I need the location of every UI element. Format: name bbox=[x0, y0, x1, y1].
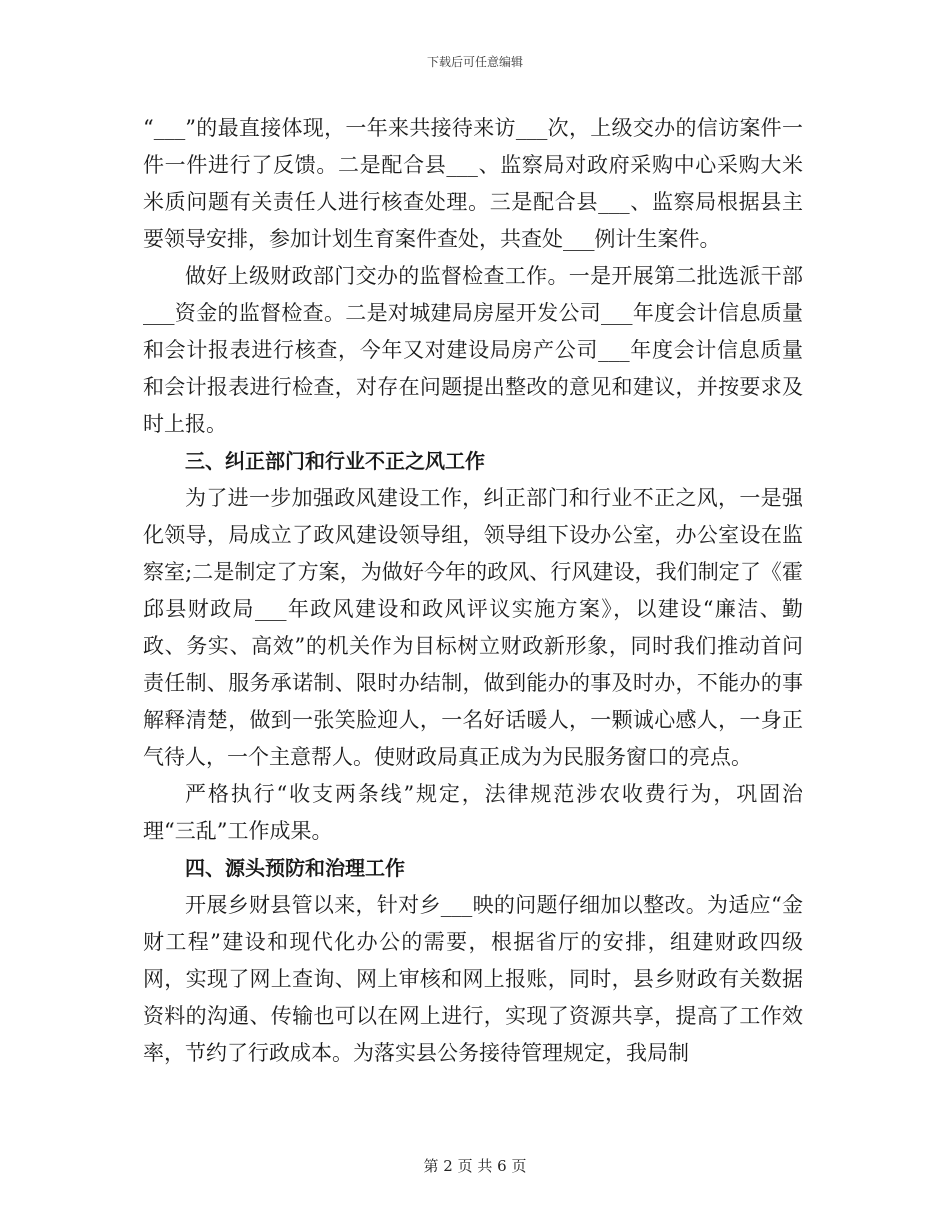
page-header: 下载后可任意编辑 bbox=[426, 55, 523, 69]
paragraph-1: “___”的最直接体现，一年来共接待来访___次，上级交办的信访案件一件一件进行了反馈。二是配合县___、监察局对政府采购中心采购大米米质问题有关责任人进行核查处理。三是配合县___、监察局根据县主要领导安排，参加计划生育案件查处，共查处___例计生案件。 bbox=[143, 116, 803, 251]
page-number: 第 2 页 共 6 页 bbox=[423, 1157, 527, 1175]
section-heading-4: 四、源头预防和治理工作 bbox=[185, 856, 405, 880]
section-heading-3: 三、纠正部门和行业不正之风工作 bbox=[185, 449, 485, 473]
document-body bbox=[143, 110, 803, 1072]
paragraph-4: 严格执行“收支两条线”规定，法律规范涉农收费行为，巩固治理“三乱”工作成果。 bbox=[143, 782, 803, 843]
paragraph-2: 做好上级财政部门交办的监督检查工作。一是开展第二批选派干部___资金的监督检查。二是对城建局房屋开发公司___年度会计信息质量和会计报表进行核查，今年又对建设局房产公司___年度会计信息质量和会计报表进行检查，对存在问题提出整改的意见和建议，并按要求及时上报。 bbox=[143, 264, 803, 436]
paragraph-5: 开展乡财县管以来，针对乡___映的问题仔细加以整改。为适应“金财工程”建设和现代化办公的需要，根据省厅的安排，组建财政四级网，实现了网上查询、网上审核和网上报账，同时，县乡财政有关数据资料的沟通、传输也可以在网上进行，实现了资源共享，提高了工作效率，节约了行政成本。为落实县公务接待管理规定，我局制 bbox=[143, 893, 803, 1065]
paragraph-3: 为了进一步加强政风建设工作，纠正部门和行业不正之风，一是强化领导，局成立了政风建设领导组，领导组下设办公室，办公室设在监察室;二是制定了方案，为做好今年的政风、行风建设，我们制定了《霍邱县财政局___年政风建设和政风评议实施方案》，以建设“廉洁、勤政、务实、高效”的机关作为目标树立财政新形象，同时我们推动首问责任制、服务承诺制、限时办结制，做到能办的事及时办，不能办的事解释清楚，做到一张笑脸迎人，一名好话暖人，一颗诚心感人，一身正气待人，一个主意帮人。使财政局真正成为为民服务窗口的亮点。 bbox=[143, 486, 803, 769]
